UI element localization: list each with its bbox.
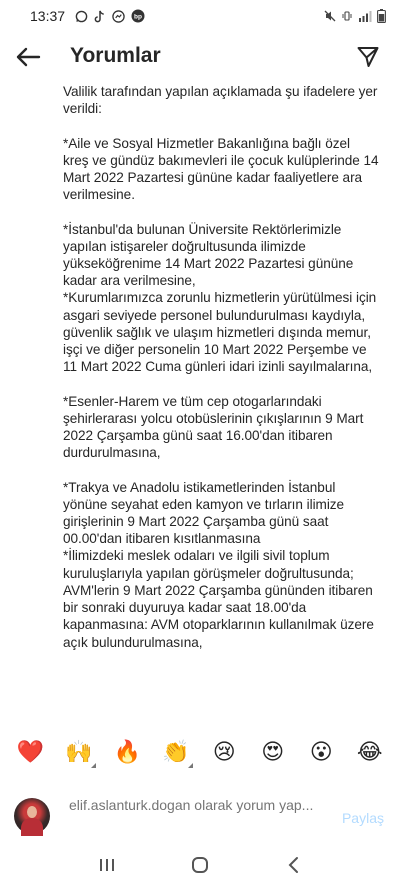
paper-plane-icon: [356, 45, 380, 69]
emoji-heart-eyes-button[interactable]: [256, 738, 290, 768]
clapping-hands-icon: 👏: [162, 740, 190, 765]
app-badge-icon: [131, 9, 145, 23]
tears-of-joy-icon: 😂: [356, 740, 383, 765]
system-nav-bar: [0, 842, 400, 888]
emoji-crying-face-button[interactable]: [207, 738, 241, 768]
home-button[interactable]: [180, 845, 220, 885]
whatsapp-icon: [75, 10, 88, 23]
variant-indicator-icon: [91, 763, 96, 768]
fire-icon: 🔥: [113, 740, 141, 765]
avatar: [14, 798, 50, 834]
comment-composer: [0, 788, 400, 844]
back-nav-button[interactable]: [273, 845, 313, 885]
comments-header: [0, 34, 400, 80]
emoji-heart-button[interactable]: [13, 738, 47, 768]
svg-text:bp: bp: [134, 13, 143, 21]
open-mouth-icon: 😮: [309, 740, 333, 765]
emoji-clapping-hands-button[interactable]: [159, 738, 193, 768]
raising-hands-icon: 🙌: [65, 740, 93, 765]
mute-icon: [324, 10, 336, 22]
signal-icon: [358, 10, 372, 22]
post-caption: Valilik tarafından yapılan açıklamada şu ifadelere yer verildi: *Aile ve Sosyal Hizmetler Bakanlığına bağlı özel kreş ve gündüz bakımevleri ile çocuk kulüplerinde 14 Mart 2022 Pazartesi gününe kadar faaliyetlere ara verilmesine. *İstanbul'da bulunan Üniversite Rektörlerimizle yapılan istişareler doğrultusunda ilimizde yükseköğrenime 14 Mart 2022 Pazartesi gününe kadar ara verilmesine, *Kurumlarımızca zorunlu hizmetlerin yürütülmesi için asgari seviyede personel bulundurulması kaydıyla, güvenlik sağlık ve ulaşım hizmetleri dışında memur, işçi ve diğer personelin 10 Mart 2022 Perşembe ve 11 Mart 2022 Cuma günleri idari izinli sayılmalarına, *Esenler-Harem ve tüm cep otogarlarındaki şehirlerarası yolcu otobüslerinin çıkışlarının 9 Mart 2022 Çarşamba günü saat 16.00'dan itibaren durdurulmasına, *Trakya ve Anadolu istikametlerinden İstanbul yönüne seyahat eden kamyon ve tırların ilimize girişlerinin 9 Mart 2022 Çarşamba günü saat 00.00'dan itibaren kısıtlanmasına *İlimizdeki meslek odaları ve ilgili sivil toplum kuruluşlarıyla yapılan görüşmeler doğrultusunda; AVM'lerin 9 Mart 2022 Çarşamba gününden itibaren bir sonraki duyuruya kadar saat 18.00'da kapanmasına: AVM otoparklarının kullanılmak üzere açık bulundurulmasına,: [63, 84, 379, 650]
home-icon: [191, 856, 209, 874]
system-icons: [324, 9, 386, 23]
emoji-fire-button[interactable]: [110, 738, 144, 768]
share-button[interactable]: [354, 43, 382, 71]
notification-icons: [75, 9, 145, 23]
heart-eyes-icon: 😍: [261, 740, 285, 765]
variant-indicator-icon: [188, 763, 193, 768]
emoji-raising-hands-button[interactable]: [62, 738, 96, 768]
tiktok-icon: [94, 10, 106, 23]
recents-icon: [98, 857, 116, 873]
emoji-reaction-bar: [0, 730, 400, 776]
back-button[interactable]: [12, 42, 44, 72]
emoji-open-mouth-button[interactable]: [304, 738, 338, 768]
page-title: Yorumlar: [70, 44, 161, 67]
battery-icon: [377, 9, 386, 23]
comment-input[interactable]: [69, 795, 319, 839]
status-bar: [0, 0, 400, 32]
heart-icon: ❤️: [16, 740, 44, 765]
crying-face-icon: 😢: [212, 740, 236, 765]
recents-button[interactable]: [87, 845, 127, 885]
vibrate-icon: [341, 10, 353, 22]
post-button[interactable]: Paylaş: [341, 810, 384, 826]
messenger-icon: [112, 10, 125, 23]
status-time: 13:37: [30, 8, 66, 24]
chevron-left-icon: [287, 856, 299, 874]
arrow-left-icon: [15, 47, 41, 67]
emoji-tears-of-joy-button[interactable]: [353, 738, 387, 768]
